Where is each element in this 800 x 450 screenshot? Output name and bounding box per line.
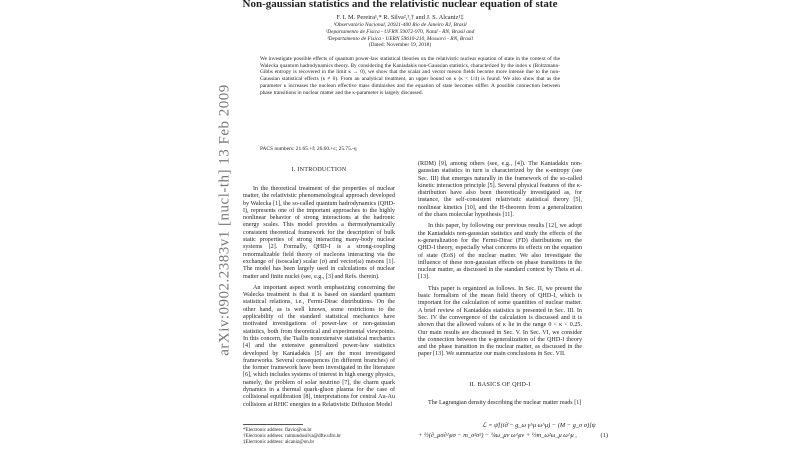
affiliation-2: ²Departamento de Física - UFRN 59072-970, Natal - RN, Brasil and (325, 28, 475, 35)
affiliation-1: ¹Observatório Nacional, 20921-400 Rio de Janeiro RJ, Brasil (333, 22, 467, 28)
footnote: ‡Electronic address: alcaniz@on.br (243, 440, 315, 446)
footnotes (243, 428, 393, 447)
introduction-heading: I. INTRODUCTION (291, 166, 347, 173)
equation-line-2: + ½(∂_μσ∂^μσ − m_σ²σ²) − ¼ω_μν ω^μν + ½m_ω²ω_μ ω^μ , (418, 432, 577, 439)
arxiv-identifier: arXiv:0902.2383v1 [nucl-th] 13 Feb 2009 (216, 84, 233, 356)
paragraph: This paper is organized as follows. In Sec. II, we present the basic formalism of the mean field theory of QHD-I, which is important for the calculation of some quantities of nuclear matter. A brief review of Kaniadakis statistics is presented in Sec. III. In Sec. IV the convergence of the calculation is discussed and it is shown that the allowed values of κ lie in the range 0 < κ < 0.25. Our main results are discussed in Sec. V. In Sec. VI, we consider the connection between the κ-generalization of the QHD-I theory and the phase transition in the nuclear matter, as discussed in the paper [13]. We summarize our main conclusions in Sec. VII. (418, 285, 582, 358)
paragraph: An important aspect worth emphasizing concerning the Walecka treatment is that it is based on standard quantum statistical relations, i.e., Fermi-Dirac distributions. On the other hand, as is well known, some restrictions to the applicability of the standard statistical mechanics have motivated investigations of power-law or non-gaussian statistics, both from theoretical and experimental viewpoints. In this concern, the Tsallis nonextensive statistical mechanics [4] and the extensive generalized power-law statistics developed by Kaniadakis [5] are the most investigated frameworks. Several consequences (in different branches) of the former framework have been investigated in the literature [6], which includes systems of interest in high energy physics, namely, the problem of solar neutrino [7], the charm quark dynamics in a thermal quark-gluon plasma for the case of collisional equilibration [8], interpretations for central Au-Au collisions at RHIC energies in a Relativistic Diffusion Model (243, 284, 395, 408)
date-line: (Dated: November 19, 2018) (368, 42, 432, 49)
paragraph: The Lagrangian density describing the nuclear matter reads [1] (428, 400, 582, 406)
paragraph: In the theoretical treatment of the properties of nuclear matter, the relativistic phenomenological approach developed by Walecka [1], the so-called quantum hadrodynamics (QHD-I), represents one of the important approaches to the highly nonlinear behavior of strong interactions at the hadronic energy scales. This model provides a thermodynamically consistent theoretical framework for the description of bulk static properties of strong interacting many-body nuclear systems [2]. Formally, QHD-I is a strong-coupling renormalizable field theory of nucleons interacting via the exchange of (isoscalar) scalar (σ) and vector(ω) mesons [1]. The model has been largely used in calculations of nuclear matter and finite nuclei (see, e.g., [3] and Refs. therein). (243, 186, 395, 280)
affiliations (0, 22, 800, 49)
lagrangian-equation (418, 421, 608, 441)
paragraph: (RDM) [9], among others (see, e.g., [4]). The Kaniadakis non-gaussian statistics in turn is characterized by the κ-entropy (see Sec. III) that emerges naturally in the framework of the so-called kinetic interaction principle [5]. Several physical features of the κ-distribution have also been theoretically investigated as, for instance, the self-consistent relativistic statistical theory [5], nonlinear kinetics [10], and the H-theorem from a generalization of the chaos molecular hypothesis [11]. (418, 161, 582, 219)
right-column (418, 161, 582, 359)
paragraph: In this paper, by following our previous results [12], we adopt the Kaniadakis non-gaussian statistics and study the effects of the κ-generalization for the Fermi-Dirac (FD) distributions on the QHD-I theory, especially what concerns its effects on the equation of state (EoS) of the nuclear matter. We also investigate the influence of these non-gaussian effects on phase transitions in the nuclear matter, as discussed in the standard context by Theis et al. [13]. (418, 223, 582, 281)
paper-title: Non-gaussian statistics and the relativistic nuclear equation of state (242, 0, 558, 10)
equation-line-1: ℒ = ψ̄[(i∂̸ − g_ω γ^μ ω^μ) − (M − g_σ σ)]ψ (482, 422, 596, 429)
arxiv-stamp (217, 70, 233, 370)
qhd-intro (418, 400, 582, 407)
affiliation-3: ³Departamento de Física - UERN 59610-210, Mossoró - RN, Brasil (326, 35, 474, 42)
abstract: We investigate possible effects of quantum power-law statistical theories on the relativistic nuclear equation of state in the context of the Walecka quantum hadrodynamics theory. By considering the Kaniadakis non-Gaussian statistics, characterized by the index κ (Boltzmann-Gibbs entropy is recovered in the limit κ → 0), we show that the scalar and vector meson fields become more intense due to the non-Gaussian statistical effects (κ ≠ 0). From an analytical treatment, an upper bound on κ (κ < 1/4) is found. We also show that as the parameter κ increases the nucleon effective mass diminishes and the equation of state becomes stiffer. A possible connection between phase transitions in nuclear matter and the κ-parameter is largely discussed. (260, 56, 560, 96)
equation-number: (1) (600, 432, 608, 439)
qhd-heading: II. BASICS OF QHD-I (469, 381, 531, 388)
author-list: F. I. M. Pereira¹,* R. Silva²,³,† and J. S. Alcaniz¹‡ (336, 14, 464, 21)
footnote: †Electronic address: raimundosilva@dfte.ufrn.br (243, 434, 341, 440)
footnote: *Electronic address: flavio@on.br (243, 428, 312, 433)
left-column (243, 186, 395, 409)
pacs-numbers: PACS numbers: 21.65.+f; 26.60.+c; 25.75.-q (260, 146, 357, 152)
footnote-divider (243, 424, 303, 425)
